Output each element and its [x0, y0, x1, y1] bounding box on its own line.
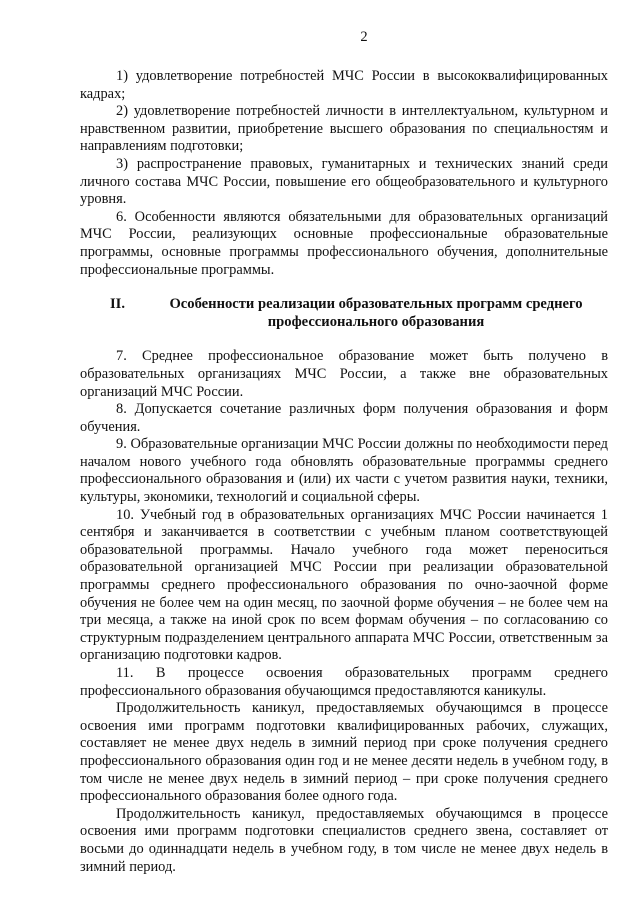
section-number: II. [110, 296, 126, 313]
paragraph-holidays-workers: Продолжительность каникул, предоставляемых обучающимся в процессе освоения ими программ подготовки квалифицированных рабочих, служащих, составляет не менее двух недель в зимний период при сроке получения среднего профессионального образования один год и не менее десяти недель в учебном году, в том числе не менее двух недель в зимний период – при сроке получения среднего профессионального образования более одного года. [80, 700, 608, 805]
paragraph-9: 9. Образовательные организации МЧС России должны по необходимости перед началом нового учебного года обновлять образовательные программы среднего профессионального образования и (или) их части с учетом развития науки, техники, культуры, экономики, технологий и социальной сферы. [80, 436, 608, 506]
paragraph-item-1: 1) удовлетворение потребностей МЧС России в высококвалифицированных кадрах; [80, 68, 608, 102]
paragraph-holidays-specialists: Продолжительность каникул, предоставляемых обучающимся в процессе освоения ими программ подготовки специалистов среднего звена, составляет от восьми до одиннадцати недель в учебном году, в том числе не менее двух недель в зимний период. [80, 805, 608, 875]
paragraph-8: 8. Допускается сочетание различных форм получения образования и форм обучения. [80, 401, 608, 435]
paragraph-10: 10. Учебный год в образовательных организациях МЧС России начинается 1 сентября и заканчивается в соответствии с учебным планом соответствующей образовательной программы. Начало учебного года может переноситься образовательной организацией МЧС России при реализации образовательной программы среднего профессионального образования по очно-заочной форме обучения не более чем на один месяц, по заочной форме обучения – не более чем на три месяца, а также на иной срок по всем формам обучения – по согласованию со структурным подразделением центрального аппарата МЧС России, ответственным за организацию подготовки кадров. [80, 506, 608, 664]
section-title: Особенности реализации образовательных программ среднего профессионального образования [169, 296, 583, 330]
paragraph-6: 6. Особенности являются обязательными для образовательных организаций МЧС России, реализующих основные профессиональные образовательные программы, основные программы профессионального обучения, дополнительные профессиональные программы. [80, 208, 608, 278]
page-number: 2 [360, 29, 368, 45]
paragraph-11: 11. В процессе освоения образовательных программ среднего профессионального образования обучающимся предоставляются каникулы. [80, 665, 608, 699]
section-heading [80, 296, 608, 331]
paragraph-item-2: 2) удовлетворение потребностей личности в интеллектуальном, культурном и нравственном развитии, приобретение высшего образования по специальностям и направлениям подготовки; [80, 103, 608, 155]
paragraph-item-3: 3) распространение правовых, гуманитарных и технических знаний среди личного состава МЧС России, повышение его общеобразовательного и культурного уровня. [80, 155, 608, 208]
paragraph-7: 7. Среднее профессиональное образование может быть получено в образовательных организациях МЧС России, а также вне образовательных организаций МЧС России. [80, 348, 608, 400]
